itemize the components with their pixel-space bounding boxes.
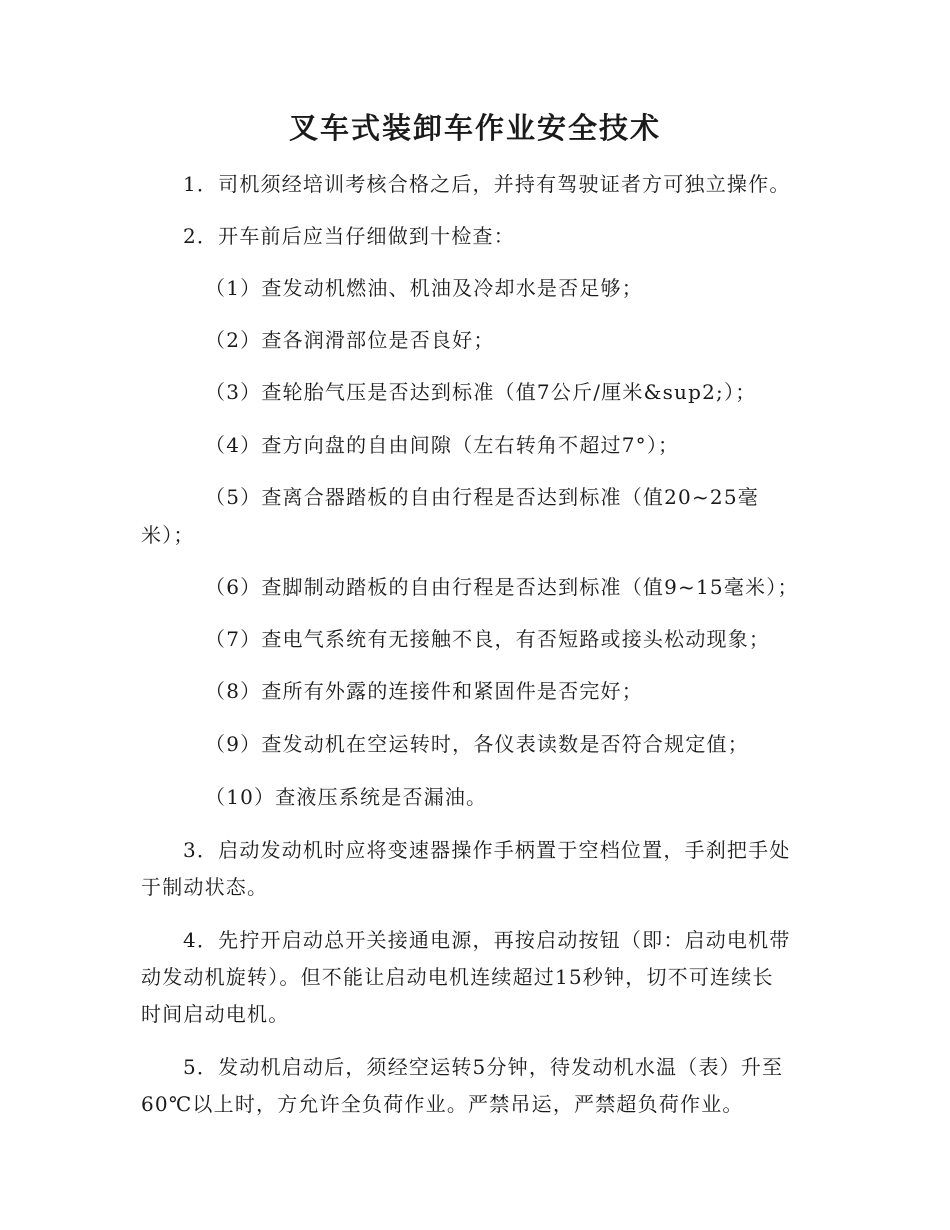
check-item-9: （9）查发动机在空运转时，各仪表读数是否符合规定值； xyxy=(205,732,749,756)
paragraph-5-continued: 60℃以上时，方允许全负荷作业。严禁吊运，严禁超负荷作业。 xyxy=(141,1092,744,1116)
paragraph-4-continued-1: 动发动机旋转）。但不能让启动电机连续超过15秒钟，切不可连续长 xyxy=(141,965,774,989)
paragraph-1: 1．司机须经培训考核合格之后，并持有驾驶证者方可独立操作。 xyxy=(183,172,791,196)
check-item-4: （4）查方向盘的自由间隙（左右转角不超过7°）； xyxy=(205,433,680,457)
check-item-3: （3）查轮胎气压是否达到标准（值7公斤/厘米&sup2;）； xyxy=(205,380,757,404)
check-item-5-continued: 米）； xyxy=(141,523,195,547)
paragraph-3-continued: 于制动状态。 xyxy=(141,875,269,899)
check-item-8: （8）查所有外露的连接件和紧固件是否完好； xyxy=(205,679,643,703)
paragraph-4: 4．先拧开启动总开关接通电源，再按启动按钮（即：启动电机带 xyxy=(183,928,791,952)
paragraph-2: 2．开车前后应当仔细做到十检查： xyxy=(183,224,515,248)
paragraph-5: 5．发动机启动后，须经空运转5分钟，待发动机水温（表）升至 xyxy=(183,1055,784,1079)
check-item-7: （7）查电气系统有无接触不良，有否短路或接头松动现象； xyxy=(205,627,771,651)
paragraph-3: 3．启动发动机时应将变速器操作手柄置于空档位置，手刹把手处 xyxy=(183,838,791,862)
check-item-5: （5）查离合器踏板的自由行程是否达到标准（值20~25毫 xyxy=(205,485,759,509)
check-item-2: （2）查各润滑部位是否良好； xyxy=(205,328,495,352)
check-item-10: （10）查液压系统是否漏油。 xyxy=(205,785,488,809)
check-item-1: （1）查发动机燃油、机油及冷却水是否足够； xyxy=(205,276,643,300)
paragraph-4-continued-2: 时间启动电机。 xyxy=(141,1002,290,1026)
document-title: 叉车式装卸车作业安全技术 xyxy=(288,111,661,145)
check-item-6: （6）查脚制动踏板的自由行程是否达到标准（值9~15毫米）； xyxy=(205,575,799,599)
